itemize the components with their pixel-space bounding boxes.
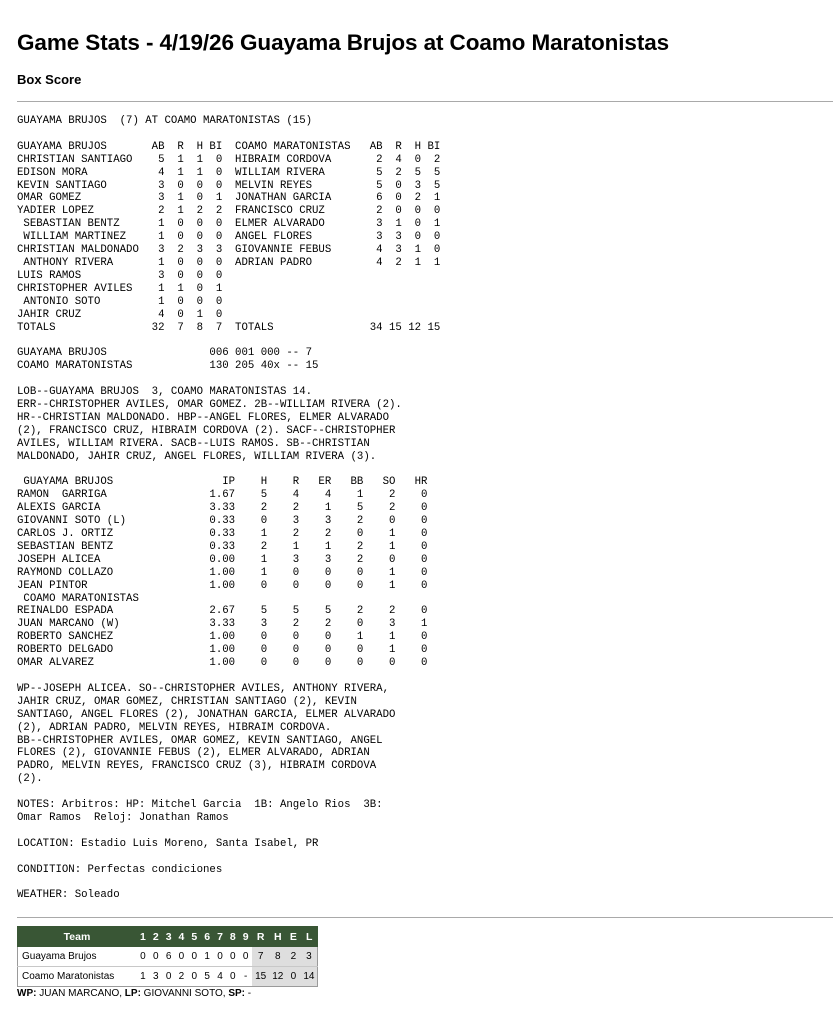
header-lob: L	[300, 927, 318, 947]
inning-score: 1	[204, 951, 210, 963]
linescore-row-home	[18, 967, 318, 987]
page-title: Game Stats - 4/19/26 Guayama Brujos at Coamo Maratonistas	[17, 30, 670, 55]
lp-value: GIOVANNI SOTO,	[140, 988, 229, 1000]
inning-score: 1	[137, 967, 150, 987]
inning-score: 0	[217, 951, 223, 963]
runs-total: 15	[252, 967, 269, 987]
inning-score: 0	[152, 951, 159, 963]
runs-total: 7	[252, 947, 269, 967]
header-runs: R	[252, 927, 269, 947]
header-hits: H	[269, 927, 286, 947]
header-inning-3: 3	[162, 927, 175, 947]
wp-value: JUAN MARCANO,	[36, 988, 125, 1000]
wp-label: WP:	[17, 988, 37, 1000]
header-inning-8: 8	[226, 927, 239, 947]
errors-total: 2	[286, 947, 300, 967]
inning-score: 2	[175, 967, 188, 987]
inning-score: 0	[230, 951, 236, 963]
errors-total: 0	[286, 967, 300, 987]
header-team: Team	[18, 927, 137, 947]
header-inning-1: 1	[137, 927, 150, 947]
header-inning-6: 6	[201, 927, 214, 947]
header-errors: E	[286, 927, 300, 947]
header-inning-7: 7	[214, 927, 227, 947]
inning-score: 0	[242, 951, 249, 963]
inning-score: 0	[188, 967, 201, 987]
bottom-divider	[17, 917, 833, 918]
inning-score: 5	[201, 967, 214, 987]
sp-value: -	[245, 988, 252, 1000]
page-subtitle: Box Score	[17, 72, 82, 87]
hits-total: 8	[269, 947, 286, 967]
linescore-row-away	[18, 947, 318, 967]
header-inning-2: 2	[149, 927, 162, 947]
inning-score: 0	[140, 951, 146, 963]
inning-score: 0	[191, 951, 198, 963]
box-score-text: GUAYAMA BRUJOS (7) AT COAMO MARATONISTAS (15) GUAYAMA BRUJOS AB R H BI COAMO MARATONISTAS AB R H BI CHRISTIAN SANTIAGO 5 1 1 0 HIBRAIM CORDOVA 2 4 0 2 EDISON MORA 4 1 1 0 WILLIAM RIVERA 5 2 5 5 KEVIN SANTIAGO 3 0 0 0 MELVIN REYES 5 0 3 5 OMAR GOMEZ 3 1 0 1 JONATHAN GARCIA 6 0 2 1 YADIER LOPEZ 2 1 2 2 FRANCISCO CRUZ 2 0 0 0 SEBASTIAN BENTZ 1 0 0 0 ELMER ALVARADO 3 1 0 1 WILLIAM MARTINEZ 1 0 0 0 ANGEL FLORES 3 3 0 0 CHRISTIAN MALDONADO 3 2 3 3 GIOVANNIE FEBUS 4 3 1 0 ANTHONY RIVERA 1 0 0 0 ADRIAN PADRO 4 2 1 1 LUIS RAMOS 3 0 0 0 CHRISTOPHER AVILES 1 1 0 1 ANTONIO SOTO 1 0 0 0 JAHIR CRUZ 4 0 1 0 TOTALS 32 7 8 7 TOTALS 34 15 12 15 GUAYAMA BRUJOS 006 001 000 -- 7 COAMO MARATONISTAS 130 205 40x -- 15 LOB--GUAYAMA BRUJOS 3, COAMO MARATONISTAS 14. ERR--CHRISTOPHER AVILES, OMAR GOMEZ. 2B--WILLIAM RIVERA (2). HR--CHRISTIAN MALDONADO. HBP--ANGEL FLORES, ELMER ALVARADO (2), FRANCISCO CRUZ, HIBRAIM CORDOVA (2). SACF--CHRISTOPHER AVILES, WILLIAM RIVERA. SACB--LUIS RAMOS. SB--CHRISTIAN MALDONADO, JAHIR CRUZ, ANGEL FLORES, WILLIAM RIVERA (3). GUAYAMA BRUJOS IP H R ER BB SO HR RAMON GARRIGA 1.67 5 4 4 1 2 0 ALEXIS GARCIA 3.33 2 2 1 5 2 0 GIOVANNI SOTO (L) 0.33 0 3 3 2 0 0 CARLOS J. ORTIZ 0.33 1 2 2 0 1 0 SEBASTIAN BENTZ 0.33 2 1 1 2 1 0 JOSEPH ALICEA 0.00 1 3 3 2 0 0 RAYMOND COLLAZO 1.00 1 0 0 0 1 0 JEAN PINTOR 1.00 0 0 0 0 1 0 COAMO MARATONISTAS REINALDO ESPADA 2.67 5 5 5 2 2 0 JUAN MARCANO (W) 3.33 3 2 2 0 3 1 ROBERTO SANCHEZ 1.00 0 0 0 1 1 0 ROBERTO DELGADO 1.00 0 0 0 0 1 0 OMAR ALVAREZ 1.00 0 0 0 0 0 0 WP--JOSEPH ALICEA. SO--CHRISTOPHER AVILES, ANTHONY RIVERA, JAHIR CRUZ, OMAR GOMEZ, CHRISTIAN SANTIAGO (2), KEVIN SANTIAGO, ANGEL FLORES (2), JONATHAN GARCIA, ELMER ALVARADO (2), ADRIAN PADRO, MELVIN REYES, HIBRAIM CORDOVA. BB--CHRISTOPHER AVILES, OMAR GOMEZ, KEVIN SANTIAGO, ANGEL FLORES (2), GIOVANNIE FEBUS (2), ELMER ALVARADO, ADRIAN PADRO, MELVIN REYES, FRANCISCO CRUZ (3), HIBRAIM CORDOVA (2). NOTES: Arbitros: HP: Mitchel Garcia 1B: Angelo Rios 3B: Omar Ramos Reloj: Jonathan Ramos LOCATION: Estadio Luis Moreno, Santa Isabel, PR CONDITION: Perfectas condiciones WEATHER: Soleado	[17, 115, 441, 902]
inning-score: -	[239, 967, 252, 987]
header-inning-9: 9	[239, 927, 252, 947]
team-name: Coamo Maratonistas	[18, 967, 137, 987]
top-divider	[17, 101, 833, 102]
linescore-header-row	[18, 927, 318, 947]
sp-label: SP:	[228, 988, 245, 1000]
header-inning-5: 5	[188, 927, 201, 947]
inning-score: 4	[214, 967, 227, 987]
team-name: Guayama Brujos	[22, 951, 97, 963]
pitcher-decisions	[17, 987, 816, 1000]
inning-score: 6	[165, 951, 172, 963]
hits-total: 12	[269, 967, 286, 987]
header-inning-4: 4	[175, 927, 188, 947]
inning-score: 0	[178, 951, 185, 963]
inning-score: 0	[162, 967, 175, 987]
lp-label: LP:	[124, 988, 141, 1000]
lob-total: 3	[300, 947, 318, 967]
inning-score: 0	[226, 967, 239, 987]
lob-total: 14	[300, 967, 318, 987]
linescore-table	[17, 926, 318, 987]
inning-score: 3	[149, 967, 162, 987]
